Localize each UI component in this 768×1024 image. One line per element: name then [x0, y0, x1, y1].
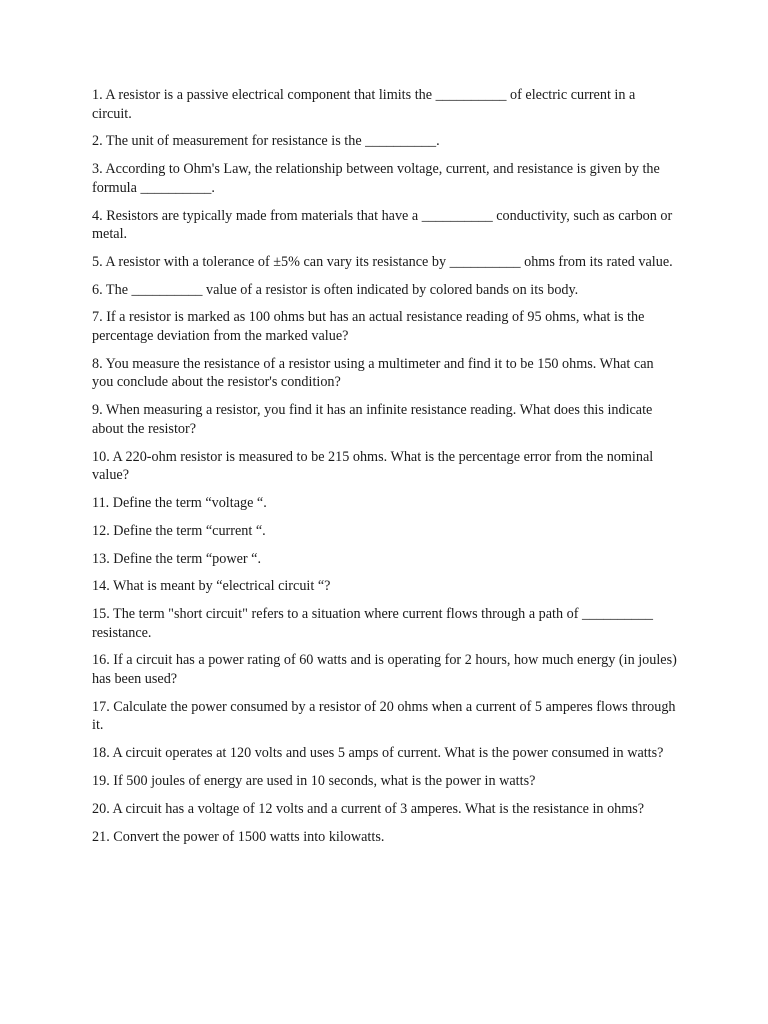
question-item: 13. Define the term “power “.: [92, 550, 261, 567]
question-item: 20. A circuit has a voltage of 12 volts and a current of 3 amperes. What is the resistance in ohms?: [92, 800, 645, 817]
question-item: 11. Define the term “voltage “.: [92, 494, 267, 511]
question-item: 19. If 500 joules of energy are used in 10 seconds, what is the power in watts?: [92, 773, 536, 789]
question-item: 3. According to Ohm's Law, the relationship between voltage, current, and resistance is given by the formula __________.: [92, 161, 660, 196]
question-item: 14. What is meant by “electrical circuit “?: [92, 578, 331, 595]
question-item: 12. Define the term “current “.: [92, 522, 266, 539]
question-item: 21. Convert the power of 1500 watts into kilowatts.: [92, 828, 385, 845]
question-item: 7. If a resistor is marked as 100 ohms but has an actual resistance reading of 95 ohms, what is the percentage deviation from the marked value?: [92, 309, 645, 345]
question-item: 4. Resistors are typically made from materials that have a __________ conductivity, such as carbon or metal.: [92, 207, 673, 243]
question-item: 9. When measuring a resistor, you find it has an infinite resistance reading. What does this indicate about the resistor?: [92, 402, 653, 437]
question-list: [92, 86, 678, 855]
question-item: 6. The __________ value of a resistor is often indicated by colored bands on its body.: [92, 281, 579, 298]
question-item: 18. A circuit operates at 120 volts and uses 5 amps of current. What is the power consumed in watts?: [92, 745, 664, 762]
question-item: 17. Calculate the power consumed by a resistor of 20 ohms when a current of 5 amperes flows through it.: [92, 698, 676, 734]
question-item: 2. The unit of measurement for resistance is the __________.: [92, 133, 440, 150]
question-item: 16. If a circuit has a power rating of 60 watts and is operating for 2 hours, how much energy (in joules) has been used?: [92, 652, 677, 688]
question-item: 1. A resistor is a passive electrical component that limits the __________ of electric current in a circuit.: [92, 87, 636, 122]
question-item: 15. The term "short circuit" refers to a situation where current flows through a path of __________ resistance.: [92, 606, 653, 641]
question-item: 8. You measure the resistance of a resistor using a multimeter and find it to be 150 ohms. What can you conclude about the resistor's condition?: [92, 355, 654, 391]
question-item: 10. A 220-ohm resistor is measured to be 215 ohms. What is the percentage error from the nominal value?: [92, 448, 654, 484]
question-item: 5. A resistor with a tolerance of ±5% can vary its resistance by __________ ohms from its rated value.: [92, 253, 673, 270]
